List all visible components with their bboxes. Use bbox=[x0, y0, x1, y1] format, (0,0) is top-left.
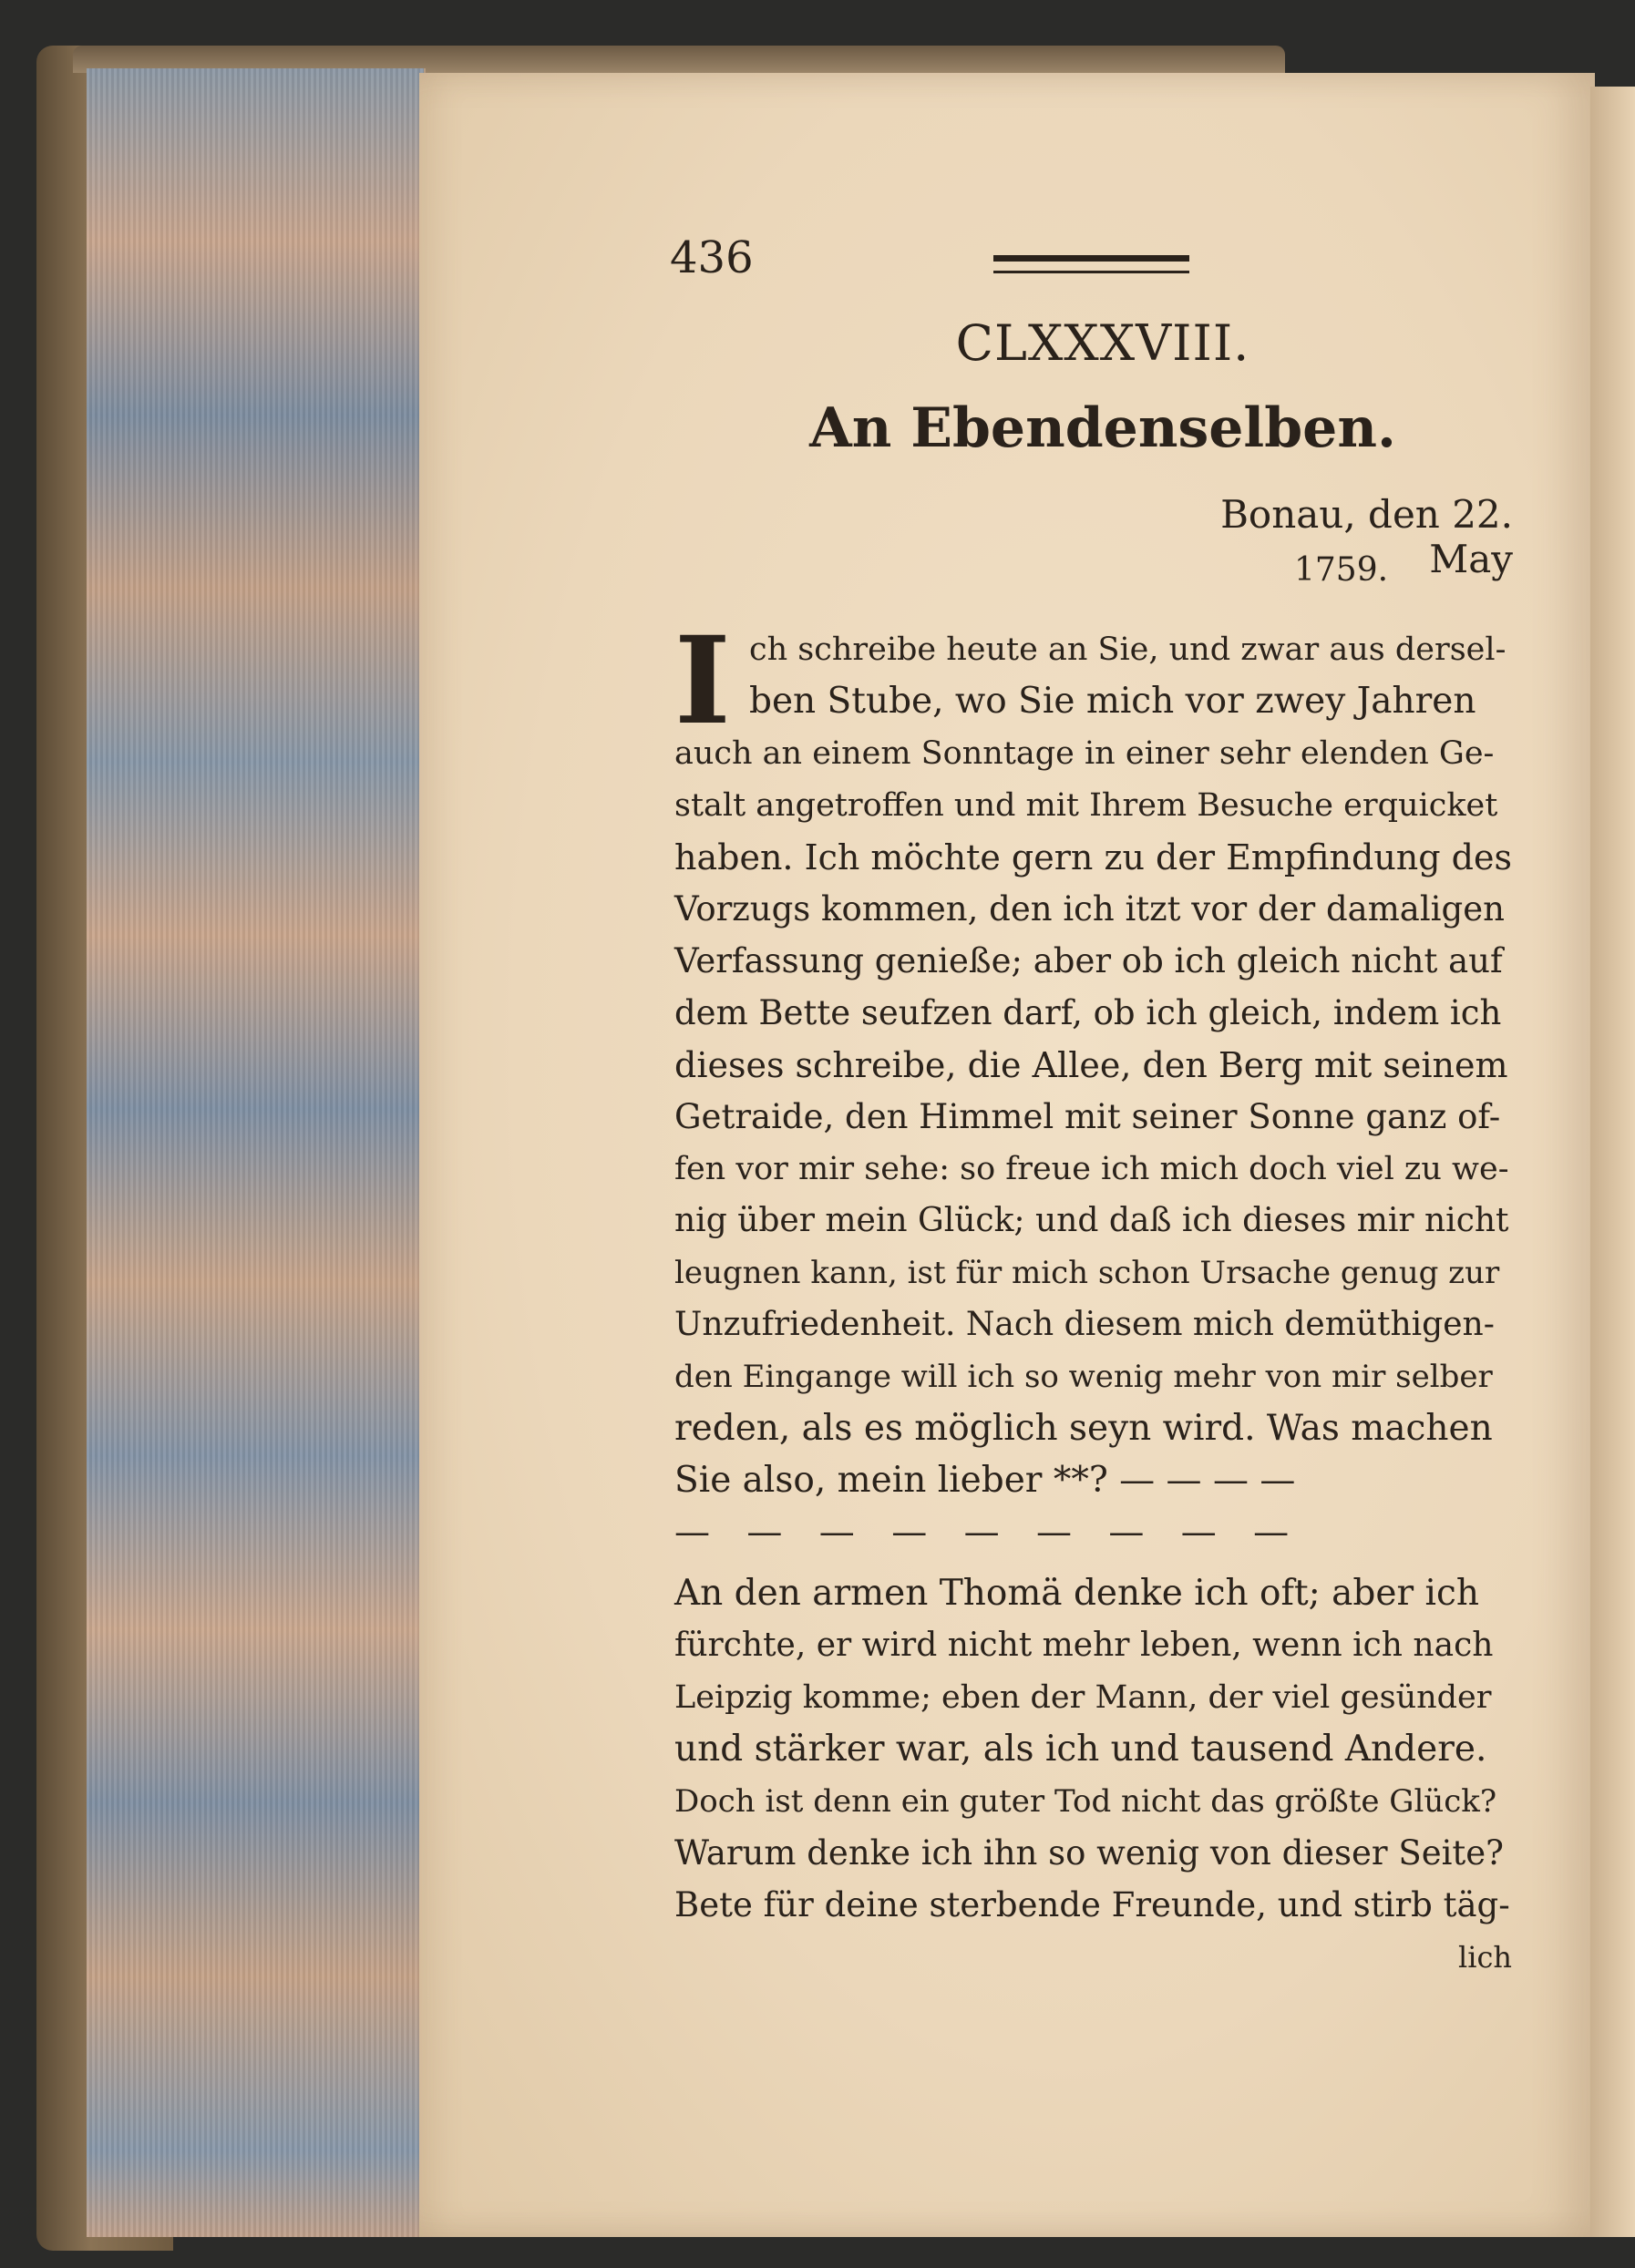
body-line: haben. Ich möchte gern zu der Empfindung des bbox=[674, 837, 1512, 877]
page-number: 436 bbox=[670, 232, 754, 283]
body-line: Verfassung genieße; aber ob ich gleich nicht auf bbox=[674, 941, 1503, 980]
body-line: reden, als es möglich seyn wird. Was machen bbox=[674, 1408, 1493, 1449]
body-line: stalt angetroffen und mit Ihrem Besuche erquicket bbox=[674, 787, 1498, 824]
place-date: Bonau, den 22. May bbox=[1220, 492, 1513, 581]
body-line: auch an einem Sonntage in einer sehr elenden Ge- bbox=[674, 735, 1495, 772]
letter-title: An Ebendenselben. bbox=[809, 396, 1396, 460]
body-line: fen vor mir sehe: so freue ich mich doch viel zu we- bbox=[674, 1151, 1509, 1187]
body-line: Leipzig komme; eben der Mann, der viel gesünder bbox=[674, 1679, 1492, 1716]
body-line: Doch ist denn ein guter Tod nicht das größte Glück? bbox=[674, 1783, 1497, 1820]
body-line: Vorzugs kommen, den ich itzt vor der damaligen bbox=[674, 889, 1505, 929]
body-line: nig über mein Glück; und daß ich dieses mir nicht bbox=[674, 1202, 1509, 1239]
body-line: dem Bette seufzen darf, ob ich gleich, indem ich bbox=[674, 993, 1502, 1032]
header-rule bbox=[993, 255, 1189, 273]
letter-number: CLXXXVIII. bbox=[955, 314, 1250, 372]
body-line: Bete für deine sterbende Freunde, und stirb täg- bbox=[674, 1885, 1510, 1924]
body-line: leugnen kann, ist für mich schon Ursache genug zur bbox=[674, 1255, 1500, 1291]
body-line: Getraide, den Himmel mit seiner Sonne ganz of- bbox=[674, 1097, 1501, 1136]
body-line: Sie also, mein lieber **? — — — — bbox=[674, 1460, 1296, 1501]
body-line: fürchte, er wird nicht mehr leben, wenn ich nach bbox=[674, 1627, 1494, 1664]
body-line: Unzufriedenheit. Nach diesem mich demüthigen- bbox=[674, 1306, 1495, 1343]
body-line: lich bbox=[1458, 1940, 1512, 1975]
body-line: dieses schreibe, die Allee, den Berg mit seinem bbox=[674, 1045, 1508, 1085]
page-fore-edge bbox=[87, 68, 426, 2237]
drop-cap-initial: I bbox=[674, 611, 731, 752]
body-line: ch schreibe heute an Sie, und zwar aus dersel- bbox=[749, 631, 1506, 668]
body-line: An den armen Thomä denke ich oft; aber ich bbox=[674, 1573, 1479, 1614]
body-line: und stärker war, als ich und tausend Andere. bbox=[674, 1729, 1487, 1770]
letter-year: 1759. bbox=[1294, 551, 1389, 589]
body-line: — — — — — — — — — bbox=[674, 1512, 1302, 1553]
body-line: ben Stube, wo Sie mich vor zwey Jahren bbox=[749, 681, 1476, 722]
body-line: den Eingange will ich so wenig mehr von mir selber bbox=[674, 1359, 1493, 1395]
body-line: Warum denke ich ihn so wenig von dieser Seite? bbox=[674, 1833, 1505, 1873]
